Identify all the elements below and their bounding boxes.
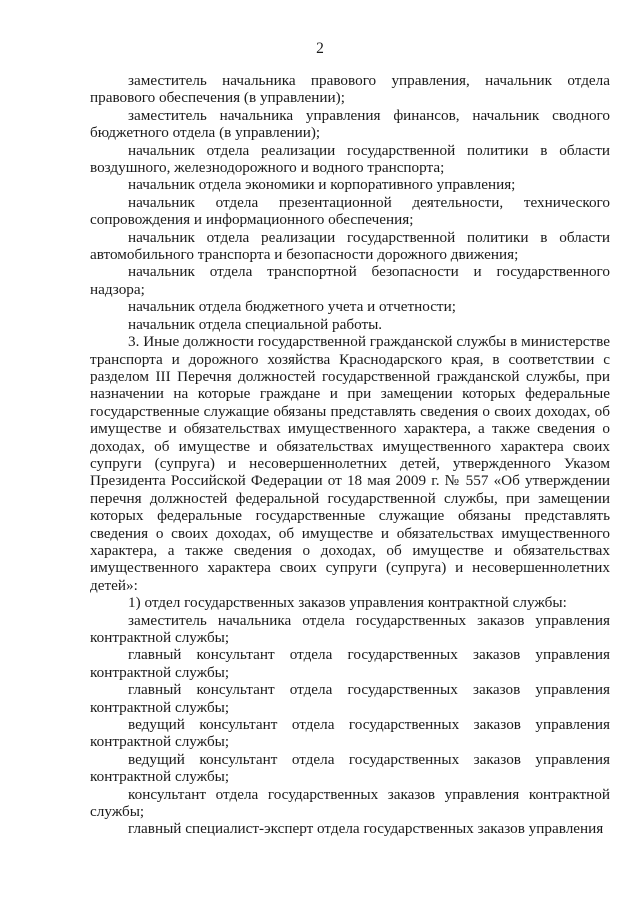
document-paragraph: главный консультант отдела государственных заказов управления контрактной службы;	[90, 681, 610, 716]
document-paragraph: 1) отдел государственных заказов управления контрактной службы:	[128, 594, 567, 612]
document-paragraph: 3. Иные должности государственной гражданской службы в министерстве транспорта и дорожного хозяйства Краснодарского края, в соответствии с разделом III Перечня должностей государственной гражданской службы, при назначении на которые граждане и при замещении которых федеральные государственные служащие обязаны представлять сведения о своих доходах, об имуществе и обязательствах имущественного характера, а также сведения о доходах, об имуществе и обязательствах имущественного характера своих супруги (супруга) и несовершеннолетних детей, утвержденного Указом Президента Российской Федерации от 18 мая 2009 г. № 557 «Об утверждении перечня должностей федеральной государственной службы, при замещении которых федеральные государственные служащие обязаны представлять сведения о своих доходах, об имуществе и обязательствах имущественного характера, а также сведения о доходах, об имуществе и обязательствах имущественного характера своих супруги (супруга) и несовершеннолетних детей»:	[90, 333, 610, 594]
document-paragraph: консультант отдела государственных заказов управления контрактной службы;	[90, 785, 610, 821]
page-number: 2	[316, 40, 324, 57]
document-paragraph: главный консультант отдела государственных заказов управления контрактной службы;	[90, 646, 610, 681]
document-paragraph: главный специалист-эксперт отдела государственных заказов управления	[128, 820, 604, 838]
document-paragraph: заместитель начальника управления финансов, начальник сводного бюджетного отдела (в управлении);	[90, 106, 610, 142]
document-paragraph: начальник отдела презентационной деятельности, технического сопровождения и информационного обеспечения;	[90, 193, 610, 229]
document-paragraph: начальник отдела экономики и корпоративного управления;	[128, 176, 516, 194]
document-paragraph: начальник отдела реализации государственной политики в области воздушного, железнодорожного и водного транспорта;	[90, 141, 610, 177]
document-paragraph: заместитель начальника отдела государственных заказов управления контрактной службы;	[90, 611, 610, 646]
document-paragraph: начальник отдела транспортной безопасности и государственного надзора;	[90, 263, 610, 298]
document-paragraph: начальник отдела специальной работы.	[128, 315, 383, 333]
document-paragraph: начальник отдела бюджетного учета и отчетности;	[128, 298, 456, 316]
document-paragraph: заместитель начальника правового управления, начальник отдела правового обеспечения (в управлении);	[90, 72, 610, 107]
document-paragraph: ведущий консультант отдела государственных заказов управления контрактной службы;	[90, 750, 610, 786]
document-paragraph: ведущий консультант отдела государственных заказов управления контрактной службы;	[90, 716, 610, 751]
document-paragraph: начальник отдела реализации государственной политики в области автомобильного транспорта и безопасности дорожного движения;	[90, 228, 610, 264]
document-body	[90, 72, 610, 838]
